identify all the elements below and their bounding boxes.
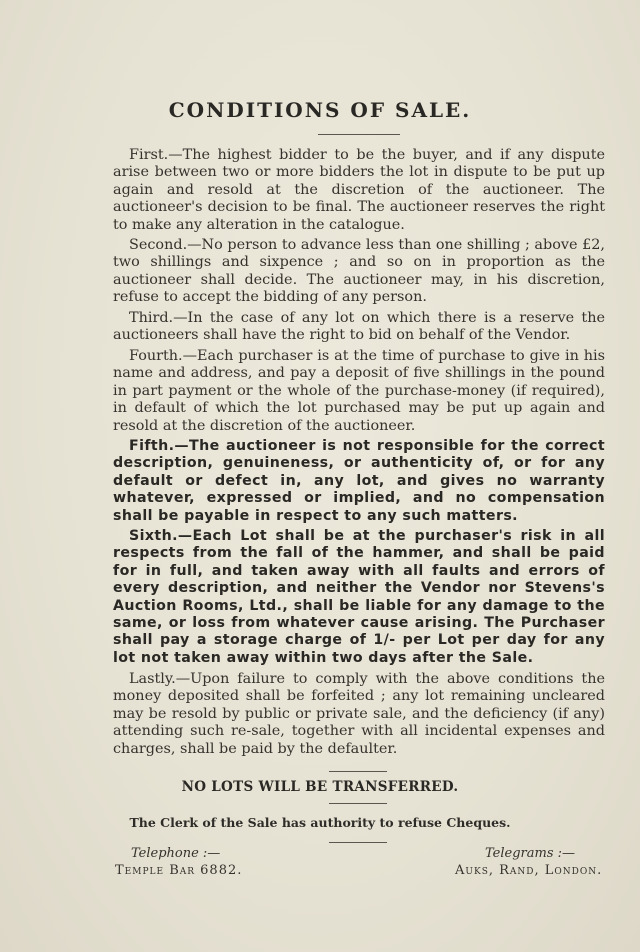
condition-first-text: First.—The highest bidder to be the buyer, and if any dispute arise between two or more bidders the lot in dispute to be put up again and resold at the discretion of the auctioneer. The auctioneer's decision to be final. The auctioneer reserves the right to make any alteration in the catalogue. (113, 147, 605, 233)
transfer-notice: NO LOTS WILL BE TRANSFERRED. (181, 779, 459, 795)
condition-second (113, 237, 605, 307)
condition-second-text: Second.—No person to advance less than one shilling ; above £2, two shillings and sixpence ; and so on in proportion as the auctioneer shall decide. The auctioneer may, in his discretion, refuse to accept the bidding of any person. (113, 237, 605, 306)
notice-divider-bottom (329, 803, 387, 804)
condition-lastly (113, 671, 605, 758)
telegrams-label: Telegrams :— (485, 846, 576, 861)
telegrams-address: Auks, Rand, London. (455, 863, 603, 878)
page-title: CONDITIONS OF SALE. (168, 98, 472, 122)
clerk-note: The Clerk of the Sale has authority to refuse Cheques. (129, 815, 511, 830)
condition-first (113, 147, 605, 234)
conditions-list (113, 147, 605, 758)
condition-third-text: Third.—In the case of any lot on which there is a reserve the auctioneers shall have the right to bid on behalf of the Vendor. (113, 310, 605, 344)
condition-fifth (113, 438, 605, 525)
condition-sixth-text: Sixth.—Each Lot shall be at the purchaser's risk in all respects from the fall of the hammer, and shall be paid for in full, and taken away with all faults and errors of every description, and neither the Vendor nor Stevens's Auction Rooms, Ltd., shall be liable for any damage to the same, or loss from whatever cause arising. The Purchaser shall pay a storage charge of 1/- per Lot per day for any lot not taken away within two days after the Sale. (113, 528, 605, 666)
condition-sixth (113, 528, 605, 668)
telephone-number: Temple Bar 6882. (115, 863, 243, 878)
condition-fourth (113, 348, 605, 435)
condition-third (113, 310, 605, 345)
telephone-label: Telephone :— (131, 846, 221, 861)
condition-fifth-text: Fifth.—The auctioneer is not responsible for the correct description, genuineness, or authenticity of, or for any default or defect in, any lot, and gives no warranty whatever, expressed or implied, and no compensation shall be payable in respect to any such matters. (113, 438, 605, 524)
title-divider (318, 134, 400, 135)
notice-divider-top (329, 771, 387, 772)
condition-fourth-text: Fourth.—Each purchaser is at the time of purchase to give in his name and address, and pay a deposit of five shillings in the pound in part payment or the whole of the purchase-money (if required), in default of which the lot purchased may be put up again and resold at the discretion of the auctioneer. (113, 348, 605, 434)
clerk-divider (329, 842, 387, 843)
condition-lastly-text: Lastly.—Upon failure to comply with the above conditions the money deposited shall be forfeited ; any lot remaining uncleared may be resold by public or private sale, and the deficiency (if any) attending such re-sale, together with all incidental expenses and charges, shall be paid by the defaulter. (113, 671, 605, 757)
